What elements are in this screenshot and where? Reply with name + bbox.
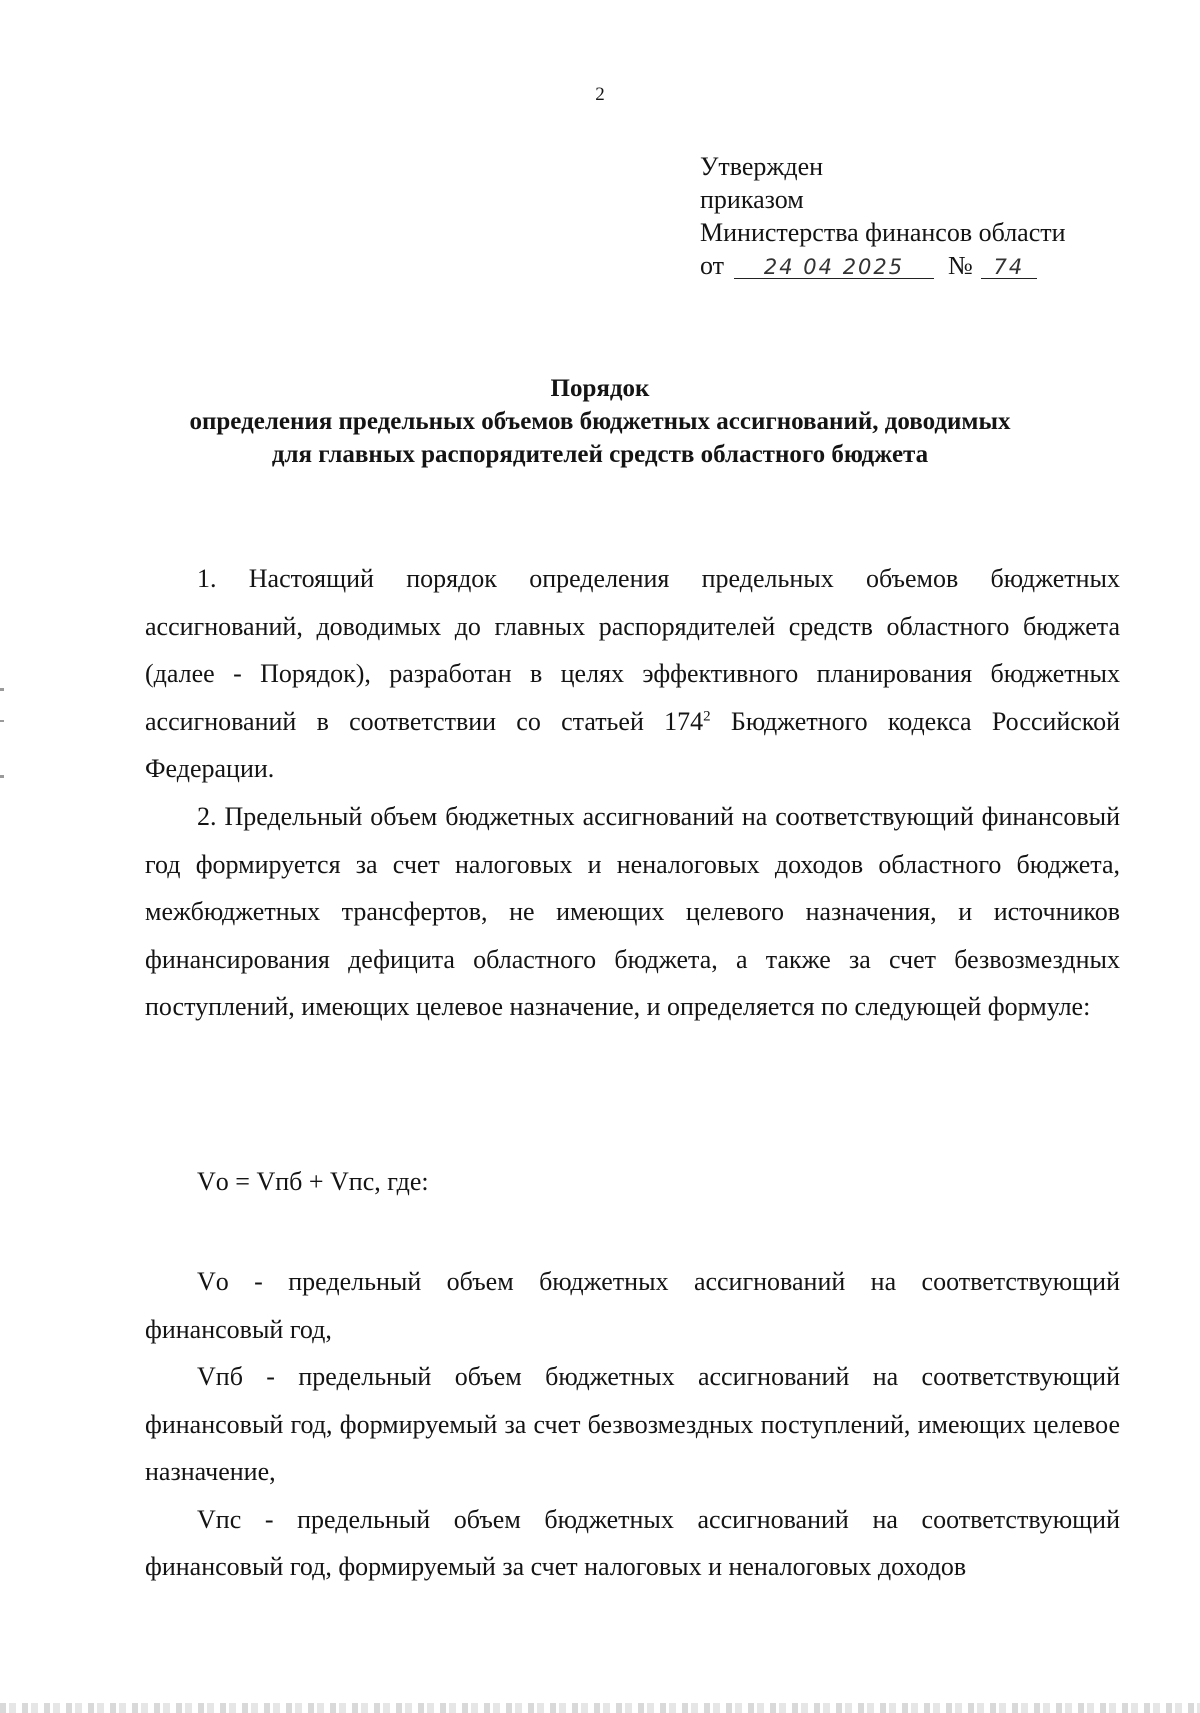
handwritten-order-number: 74 (981, 256, 1037, 279)
title-line-1: Порядок (550, 375, 650, 402)
paragraph-1-main: 1. Настоящий порядок определения предельных объемов бюджетных ассигнований, доводимых до главных распорядителей средств областного бюджета (далее - Порядок), разработан в целях эффективного планирования бюджетных ассигнований в соответствии со статьей 174 (145, 564, 1120, 736)
page-number: 2 (595, 84, 605, 105)
formula-definitions (145, 1258, 1120, 1591)
title-line-2: определения предельных объемов бюджетных ассигнований, доводимых (189, 408, 1011, 435)
definition-vps: Vпс - предельный объем бюджетных ассигнований на соответствующий финансовый год, формируемый за счет налоговых и неналоговых доходов (145, 1504, 1120, 1581)
definition-vpb: Vпб - предельный объем бюджетных ассигнований на соответствующий финансовый год, формируемый за счет безвозмездных поступлений, имеющих целевое назначение, (145, 1362, 1120, 1486)
approval-block (700, 150, 1066, 282)
paragraph-1-tail: Бюджетного кодекса Российской Федерации. (145, 706, 1120, 783)
scan-edge-mark (0, 720, 4, 722)
approval-date-line (700, 249, 1066, 282)
budget-formula: Vо = Vпб + Vпс, где: (197, 1167, 429, 1196)
paragraph-1 (145, 555, 1120, 793)
definition-vo: Vо - предельный объем бюджетных ассигнований на соответствующий финансовый год, (145, 1267, 1120, 1344)
approval-status: Утвержден (700, 152, 824, 181)
number-sign: № (948, 251, 973, 280)
paragraph-1-text (145, 555, 1120, 793)
article-superscript: 2 (703, 707, 711, 724)
scan-bottom-artifact (0, 1703, 1200, 1713)
paragraph-2 (145, 793, 1120, 1031)
paragraph-2-text: 2. Предельный объем бюджетных ассигнований на соответствующий финансовый год формируется за счет налоговых и неналоговых доходов областного бюджета, межбюджетных трансфертов, не имеющих целевого назначения, и источников финансирования дефицита областного бюджета, а также за счет безвозмездных поступлений, имеющих целевое назначение, и определяется по следующей формуле: (145, 802, 1120, 1021)
approval-from-prefix: от (700, 251, 725, 280)
approval-ministry: Министерства финансов области (700, 218, 1066, 247)
scan-edge-mark (0, 688, 4, 691)
handwritten-date: 24 04 2025 (734, 256, 934, 279)
approval-order-word: приказом (700, 185, 804, 214)
scan-edge-mark (0, 775, 4, 778)
document-title (100, 372, 1100, 471)
title-line-3: для главных распорядителей средств областного бюджета (271, 441, 929, 468)
